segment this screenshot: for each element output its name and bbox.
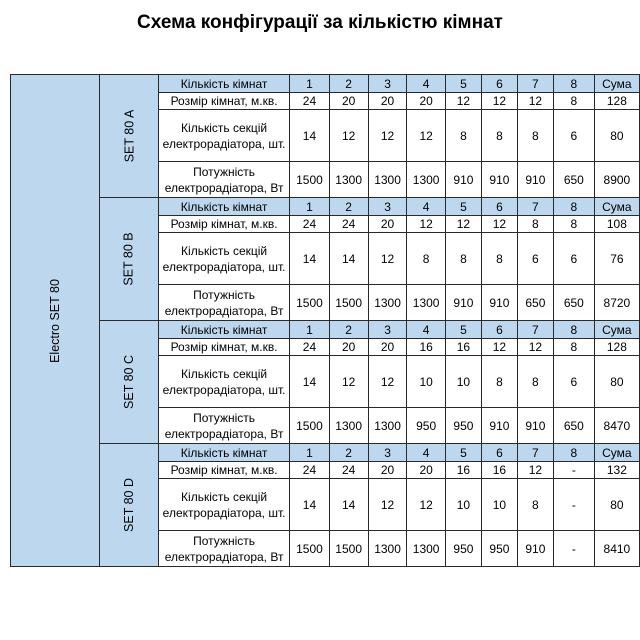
room-number: 4	[407, 321, 446, 339]
sum-header: Сума	[594, 444, 639, 462]
sections-value: 10	[445, 356, 481, 408]
rooms-count-label: Кількість кімнат	[158, 444, 290, 462]
power-value: 1300	[407, 162, 446, 198]
room-number: 7	[517, 444, 553, 462]
sections-value: 14	[290, 110, 329, 162]
room-size-value: 12	[517, 339, 553, 356]
rooms-count-label: Кількість кімнат	[158, 198, 290, 216]
room-number: 5	[445, 198, 481, 216]
set-name-cell	[99, 75, 158, 198]
room-size-value: 20	[368, 339, 407, 356]
sections-label: Кількість секцій електрорадіатора, шт.	[158, 479, 290, 531]
room-number: 6	[481, 75, 517, 93]
power-value: 1500	[290, 408, 329, 444]
room-size-value: 20	[368, 216, 407, 233]
sections-value: 6	[517, 233, 553, 285]
room-size-label: Розмір кімнат, м.кв.	[158, 93, 290, 110]
room-number: 5	[445, 75, 481, 93]
sections-value: 8	[481, 110, 517, 162]
sections-value: 12	[407, 110, 446, 162]
sections-label: Кількість секцій електрорадіатора, шт.	[158, 110, 290, 162]
room-number: 6	[481, 444, 517, 462]
power-value: 950	[445, 531, 481, 567]
sections-label: Кількість секцій електрорадіатора, шт.	[158, 356, 290, 408]
power-value: 1300	[407, 285, 446, 321]
room-size-value: 24	[329, 462, 368, 479]
sections-sum: 80	[594, 110, 639, 162]
sections-label: Кількість секцій електрорадіатора, шт.	[158, 233, 290, 285]
power-label: Потужність електрорадіатора, Вт	[158, 285, 290, 321]
power-value: 910	[445, 162, 481, 198]
sections-value: 8	[517, 479, 553, 531]
power-label: Потужність електрорадіатора, Вт	[158, 531, 290, 567]
power-value: 910	[517, 531, 553, 567]
sections-value: 8	[481, 356, 517, 408]
page-title: Схема конфігурації за кількістю кімнат	[137, 12, 503, 33]
sections-value: 6	[553, 233, 594, 285]
room-size-value: 12	[445, 93, 481, 110]
room-number: 3	[368, 444, 407, 462]
room-size-sum: 132	[594, 462, 639, 479]
sum-header: Сума	[594, 321, 639, 339]
power-value: 1300	[368, 285, 407, 321]
power-value: 650	[517, 285, 553, 321]
power-value: 650	[553, 162, 594, 198]
room-number: 8	[553, 444, 594, 462]
power-value: 910	[481, 285, 517, 321]
room-number: 4	[407, 75, 446, 93]
room-number: 1	[290, 444, 329, 462]
room-number: 5	[445, 444, 481, 462]
room-number: 7	[517, 321, 553, 339]
room-size-label: Розмір кімнат, м.кв.	[158, 216, 290, 233]
room-number: 3	[368, 75, 407, 93]
room-size-value: -	[553, 462, 594, 479]
sections-sum: 80	[594, 479, 639, 531]
power-value: 1300	[329, 408, 368, 444]
set-name: SET 80 C	[121, 355, 136, 409]
room-size-value: 24	[290, 462, 329, 479]
room-number: 7	[517, 198, 553, 216]
room-number: 1	[290, 321, 329, 339]
sections-value: 12	[368, 479, 407, 531]
room-number: 4	[407, 444, 446, 462]
room-size-value: 12	[407, 216, 446, 233]
room-size-label: Розмір кімнат, м.кв.	[158, 339, 290, 356]
set-name-cell	[99, 444, 158, 567]
sum-header: Сума	[594, 75, 639, 93]
room-number: 2	[329, 321, 368, 339]
room-size-sum: 128	[594, 339, 639, 356]
sections-value: 14	[290, 479, 329, 531]
room-size-value: 12	[481, 339, 517, 356]
room-number: 1	[290, 198, 329, 216]
power-value: 910	[481, 408, 517, 444]
room-size-value: 20	[407, 462, 446, 479]
sections-value: 8	[407, 233, 446, 285]
room-number: 2	[329, 75, 368, 93]
sections-value: 12	[329, 356, 368, 408]
power-value: 1500	[329, 531, 368, 567]
header-row	[11, 75, 640, 93]
room-size-value: 24	[290, 216, 329, 233]
room-size-value: 16	[407, 339, 446, 356]
room-size-value: 20	[329, 339, 368, 356]
set-name-cell	[99, 198, 158, 321]
set-name: SET 80 D	[121, 478, 136, 532]
header-row	[11, 444, 640, 462]
sections-value: 8	[517, 110, 553, 162]
rooms-count-label: Кількість кімнат	[158, 75, 290, 93]
room-size-value: 24	[290, 339, 329, 356]
room-size-value: 8	[553, 216, 594, 233]
header-row	[11, 198, 640, 216]
sections-value: 6	[553, 356, 594, 408]
room-size-value: 20	[329, 93, 368, 110]
room-size-value: 16	[481, 462, 517, 479]
sections-value: 8	[517, 356, 553, 408]
sections-value: 6	[553, 110, 594, 162]
room-number: 3	[368, 198, 407, 216]
power-value: 950	[445, 408, 481, 444]
room-size-value: 12	[481, 216, 517, 233]
room-size-value: 24	[290, 93, 329, 110]
power-value: 1500	[290, 285, 329, 321]
power-value: 1500	[290, 531, 329, 567]
power-label: Потужність електрорадіатора, Вт	[158, 408, 290, 444]
room-size-value: 20	[368, 93, 407, 110]
sections-value: 12	[329, 110, 368, 162]
sections-value: 8	[445, 110, 481, 162]
power-sum: 8470	[594, 408, 639, 444]
power-value: -	[553, 531, 594, 567]
power-value: 650	[553, 408, 594, 444]
power-value: 1300	[407, 531, 446, 567]
room-size-value: 16	[445, 462, 481, 479]
power-value: 1500	[329, 285, 368, 321]
sections-value: -	[553, 479, 594, 531]
model-cell	[11, 75, 100, 567]
room-size-value: 12	[445, 216, 481, 233]
power-label: Потужність електрорадіатора, Вт	[158, 162, 290, 198]
sections-value: 10	[445, 479, 481, 531]
room-number: 2	[329, 198, 368, 216]
power-value: 910	[517, 408, 553, 444]
header-row	[11, 321, 640, 339]
power-value: 1300	[368, 531, 407, 567]
power-value: 1500	[290, 162, 329, 198]
configuration-table	[10, 74, 640, 567]
room-number: 6	[481, 198, 517, 216]
power-value: 910	[481, 162, 517, 198]
sections-value: 12	[407, 479, 446, 531]
sections-value: 10	[407, 356, 446, 408]
power-value: 650	[553, 285, 594, 321]
room-number: 6	[481, 321, 517, 339]
room-size-value: 8	[553, 93, 594, 110]
rooms-count-label: Кількість кімнат	[158, 321, 290, 339]
model-label: Electro SET 80	[47, 278, 62, 363]
room-size-value: 20	[407, 93, 446, 110]
room-number: 5	[445, 321, 481, 339]
room-number: 2	[329, 444, 368, 462]
sum-header: Сума	[594, 198, 639, 216]
power-value: 1300	[368, 408, 407, 444]
power-sum: 8720	[594, 285, 639, 321]
power-value: 950	[481, 531, 517, 567]
room-number: 7	[517, 75, 553, 93]
sections-value: 12	[368, 233, 407, 285]
sections-value: 12	[368, 356, 407, 408]
sections-value: 14	[290, 233, 329, 285]
room-number: 3	[368, 321, 407, 339]
room-size-sum: 108	[594, 216, 639, 233]
room-size-label: Розмір кімнат, м.кв.	[158, 462, 290, 479]
sections-value: 8	[445, 233, 481, 285]
sections-sum: 80	[594, 356, 639, 408]
room-number: 4	[407, 198, 446, 216]
sections-sum: 76	[594, 233, 639, 285]
set-name: SET 80 A	[121, 109, 136, 163]
set-name-cell	[99, 321, 158, 444]
sections-value: 8	[481, 233, 517, 285]
power-value: 950	[407, 408, 446, 444]
power-value: 1300	[368, 162, 407, 198]
room-size-value: 8	[517, 216, 553, 233]
power-value: 1300	[329, 162, 368, 198]
sections-value: 14	[329, 479, 368, 531]
sections-value: 14	[290, 356, 329, 408]
room-number: 1	[290, 75, 329, 93]
power-value: 910	[445, 285, 481, 321]
room-size-value: 8	[553, 339, 594, 356]
room-number: 8	[553, 321, 594, 339]
room-size-value: 16	[445, 339, 481, 356]
sections-value: 12	[368, 110, 407, 162]
room-size-value: 20	[368, 462, 407, 479]
room-size-value: 12	[481, 93, 517, 110]
room-size-sum: 128	[594, 93, 639, 110]
room-size-value: 12	[517, 462, 553, 479]
room-number: 8	[553, 75, 594, 93]
room-size-value: 24	[329, 216, 368, 233]
power-sum: 8410	[594, 531, 639, 567]
sections-value: 14	[329, 233, 368, 285]
sections-value: 10	[481, 479, 517, 531]
room-size-value: 12	[517, 93, 553, 110]
power-sum: 8900	[594, 162, 639, 198]
power-value: 910	[517, 162, 553, 198]
room-number: 8	[553, 198, 594, 216]
set-name: SET 80 B	[121, 232, 136, 286]
